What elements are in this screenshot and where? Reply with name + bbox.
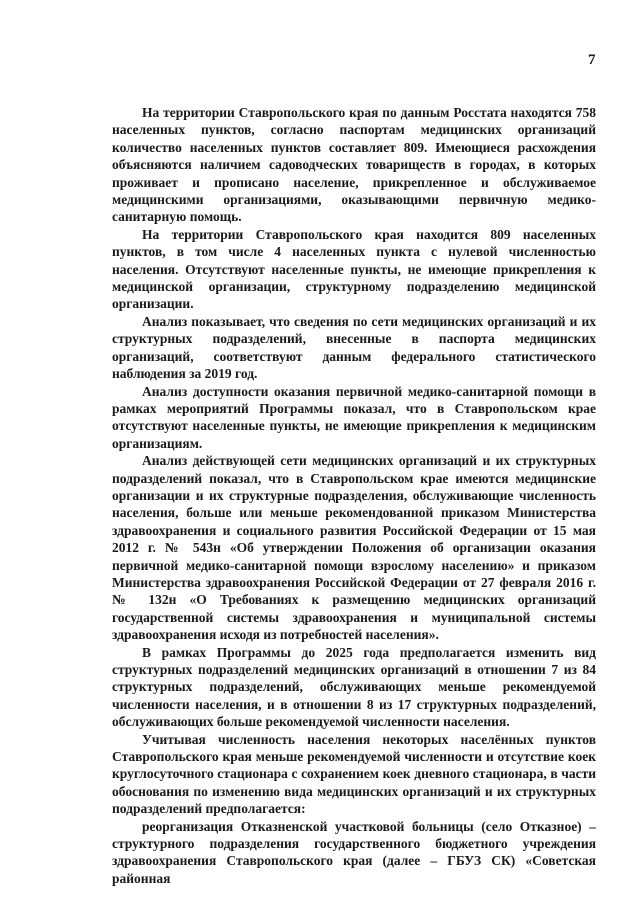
paragraph-5: Анализ действующей сети медицинских организаций и их структурных подразделений показал, что в Ставропольском крае имеются медицинские организации и их структурные подразделения, обслуживающие численность населения, больше или меньше рекомендованной приказом Министерства здравоохранения и социального развития Российской Федерации от 15 мая 2012 г. № 543н «Об утверждении Положения об организации оказания первичной медико-санитарной помощи взрослому населению» и приказом Министерства здравоохранения Российской Федерации от 27 февраля 2016 г. № 132н «О Требованиях к размещению медицинских организаций государственной системы здравоохранения и муниципальной системы здравоохранения исходя из потребностей населения». — [112, 453, 596, 643]
paragraph-6: В рамках Программы до 2025 года предполагается изменить вид структурных подразделений медицинских организаций в отношении 7 из 84 структурных подразделений, обслуживающих меньше рекомендуемой численности населения, и в отношении 8 из 17 структурных подразделений, обслуживающих больше рекомендуемой численности населения. — [112, 644, 596, 730]
paragraph-8: реорганизация Отказненской участковой больницы (село Отказное) – структурного подразделения государственного бюджетного учреждения здравоохранения Ставропольского края (далее – ГБУЗ СК) «Советская районная — [112, 818, 596, 886]
paragraph-2: На территории Ставропольского края находится 809 населенных пунктов, в том числе 4 населенных пункта с нулевой численностью населения. Отсутствуют населенные пункты, не имеющие прикрепления к медицинской организации, структурному подразделению медицинской организации. — [112, 226, 596, 312]
paragraph-7: Учитывая численность населения некоторых населённых пунктов Ставропольского края меньше рекомендуемой численности и отсутствие коек круглосуточного стационара с сохранением коек дневного стационара, в части обоснования по изменению вида медицинских организаций и их структурных подразделений предполагается: — [112, 731, 596, 817]
paragraph-1: На территории Ставропольского края по данным Росстата находятся 758 населенных пунктов, согласно паспортам медицинских организаций количество населенных пунктов составляет 809. Имеющиеся расхождения объясняются наличием садоводческих товариществ в городах, в которых проживает и прописано население, прикрепленное и обслуживаемое медицинскими организациями, оказывающими первичную медико-санитарную помощь. — [112, 105, 596, 225]
document-body — [112, 104, 596, 887]
paragraph-3: Анализ показывает, что сведения по сети медицинских организаций и их структурных подразделений, внесенные в паспорта медицинских организаций, соответствуют данным федерального статистического наблюдения за 2019 год. — [112, 313, 596, 382]
paragraph-4: Анализ доступности оказания первичной медико-санитарной помощи в рамках мероприятий Программы показал, что в Ставропольском крае отсутствуют населенные пункты, не имеющие прикрепления к медицинским организациям. — [112, 383, 596, 451]
page-number: 7 — [588, 52, 596, 68]
